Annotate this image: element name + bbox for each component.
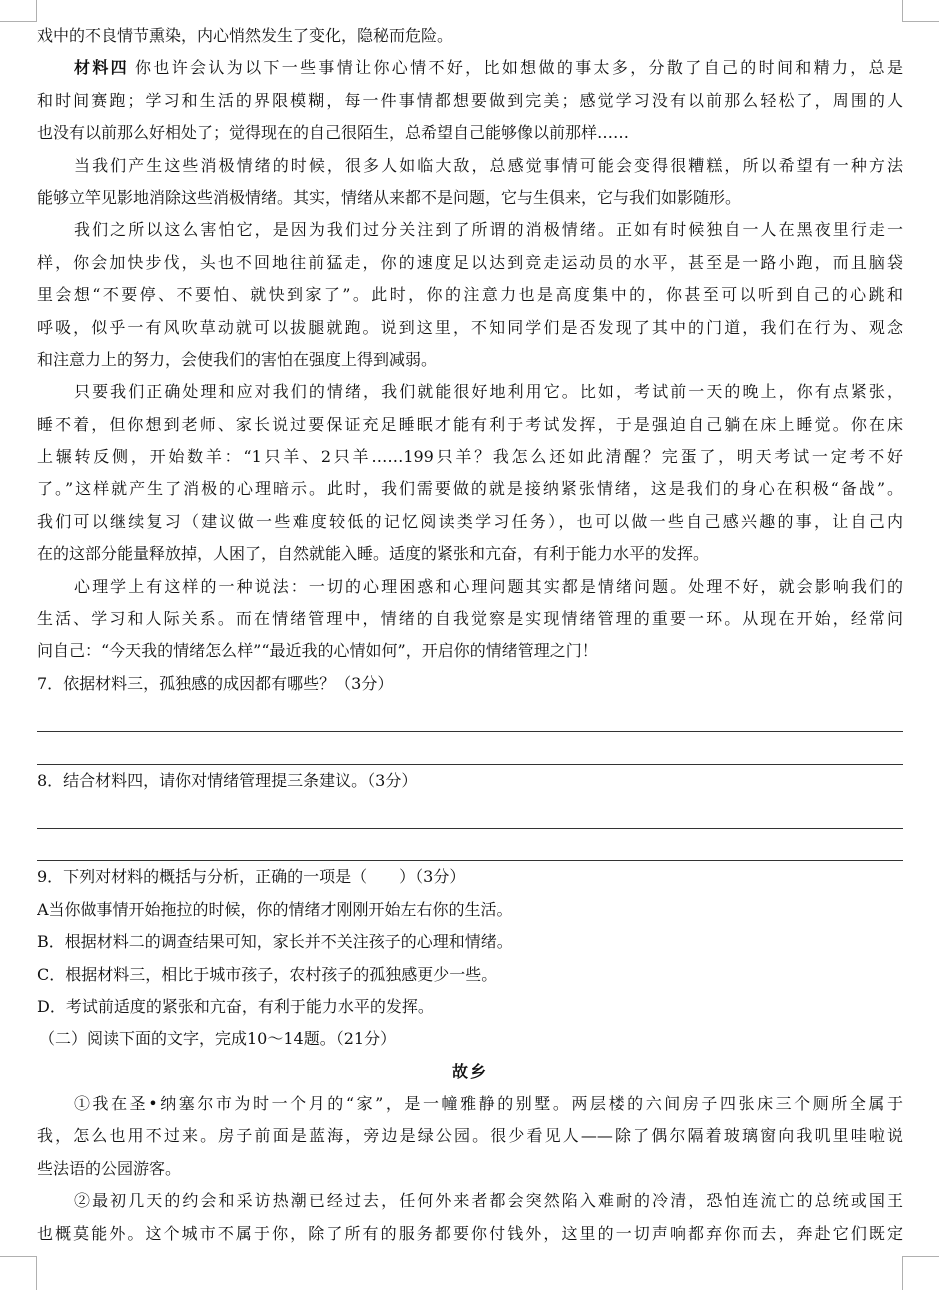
paragraph-line: 也概莫能外。这个城市不属于你，除了所有的服务都要你付钱外，这里的一切声响都弃你而去，奔赴它们既定	[37, 1223, 903, 1243]
question-8: 8．结合材料四，请你对情绪管理提三条建议。（3分）	[37, 770, 418, 790]
answer-line-q8-1[interactable]	[37, 797, 903, 829]
crop-mark-bottom-left-h	[0, 1256, 37, 1257]
answer-line-q7-1[interactable]	[37, 700, 903, 732]
option-b[interactable]: B．根据材料二的调查结果可知，家长并不关注孩子的心理和情绪。	[37, 932, 513, 952]
option-d[interactable]: D．考试前适度的紧张和亢奋，有利于能力水平的发挥。	[37, 996, 434, 1016]
continued-line: 戏中的不良情节熏染，内心悄然发生了变化，隐秘而危险。	[37, 26, 454, 45]
paragraph-line: 能够立竿见影地消除这些消极情绪。其实，情绪从来都不是问题，它与生俱来，它与我们如影随形。	[37, 187, 742, 207]
paragraph-line: 心理学上有这样的一种说法：一切的心理困惑和心理问题其实都是情绪问题。处理不好，就会影响我们的	[74, 576, 903, 596]
paragraph-line: 我们之所以这么害怕它，是因为我们过分关注到了所谓的消极情绪。正如有时候独自一人在黑夜里行走一	[74, 220, 903, 240]
paragraph	[37, 150, 903, 215]
crop-mark-bottom-right-h	[902, 1256, 939, 1257]
answer-line-q7-2[interactable]	[37, 732, 903, 764]
paragraph-line: 上辗转反侧，开始数羊：“1只羊、2只羊……199只羊？我怎么还如此清醒？完蛋了，明天考试一定考不好	[37, 447, 903, 467]
paragraph-line: 只要我们正确处理和应对我们的情绪，我们就能很好地利用它。比如，考试前一天的晚上，你有点紧张，	[74, 382, 903, 402]
material-label: 材料四	[74, 58, 130, 78]
paragraph-line: 当我们产生这些消极情绪的时候，很多人如临大敌，总感觉事情可能会变得很糟糕，所以希望有一种方法	[74, 155, 903, 175]
paragraph-line: 问自己：“今天我的情绪怎么样”“最近我的心情如何”，开启你的情绪管理之门！	[37, 641, 598, 661]
paragraph-line: 睡不着，但你想到老师、家长说过要保证充足睡眠才能有利于考试发挥，于是强迫自己躺在床上睡觉。你在床	[37, 414, 903, 434]
paragraph-line: 些法语的公园游客。	[37, 1158, 182, 1178]
paragraph-line: 呼吸，似乎一有风吹草动就可以拔腿就跑。说到这里，不知同学们是否发现了其中的门道，我们在行为、观念	[37, 317, 903, 337]
paragraph-line: 在的这部分能量释放掉，人困了，自然就能入睡。适度的紧张和亢奋，有利于能力水平的发挥。	[37, 544, 710, 564]
paragraph	[37, 571, 903, 668]
story-paragraph	[37, 1185, 903, 1250]
question-9: 9．下列对材料的概括与分析，正确的一项是（ ）（3分）	[37, 867, 466, 887]
answer-line-q8-2[interactable]	[37, 829, 903, 861]
option-a[interactable]: A当你做事情开始拖拉的时候，你的情绪才刚刚开始左右你的生活。	[37, 899, 513, 919]
paragraph-line: 也没有以前那么好相处了；觉得现在的自己很陌生，总希望自己能够像以前那样……	[37, 123, 630, 143]
option-c[interactable]: C．根据材料三，相比于城市孩子，农村孩子的孤独感更少一些。	[37, 964, 498, 984]
paragraph	[37, 214, 903, 376]
story-title: 故乡	[451, 1061, 488, 1081]
paragraph-line: ①我在圣•纳塞尔市为时一个月的“家”，是一幢雅静的别墅。两层楼的六间房子四张床三个厕所全属于	[74, 1094, 903, 1114]
paragraph-line: 生活、学习和人际关系。而在情绪管理中，情绪的自我觉察是实现情绪管理的重要一环。从现在开始，经常问	[37, 609, 903, 629]
paragraph-line: 和注意力上的努力，会使我们的害怕在强度上得到减弱。	[37, 349, 438, 369]
paragraph-line: 和时间赛跑；学习和生活的界限模糊，每一件事情都想要做到完美；感觉学习没有以前那么轻松了，周围的人	[37, 90, 903, 110]
paragraph	[37, 376, 903, 570]
document-page	[37, 20, 903, 1250]
crop-mark-bottom-left-v	[36, 1256, 37, 1290]
crop-mark-top-left-h	[0, 21, 37, 22]
crop-mark-top-right-v	[902, 0, 903, 22]
material-four	[37, 52, 903, 149]
paragraph-line: 我们可以继续复习（建议做一些难度较低的记忆阅读类学习任务），也可以做一些自己感兴趣的事，让自己内	[37, 511, 903, 531]
paragraph-line: 材料四 你也许会认为以下一些事情让你心情不好，比如想做的事太多，分散了自己的时间和精力，总是	[74, 58, 903, 78]
story-paragraph	[37, 1088, 903, 1185]
crop-mark-top-left-v	[36, 0, 37, 22]
paragraph-line: 里会想“不要停、不要怕、就快到家了”。此时，你的注意力也是高度集中的，你甚至可以听到自己的心跳和	[37, 285, 903, 305]
crop-mark-bottom-right-v	[902, 1256, 903, 1290]
paragraph-line: 样，你会加快步伐，头也不回地往前猛走，你的速度足以达到竞走运动员的水平，甚至是一路小跑，而且脑袋	[37, 252, 903, 272]
paragraph-line: 了。”这样就产生了消极的心理暗示。此时，我们需要做的就是接纳紧张情绪，这是我们的身心在积极“备战”。	[37, 479, 903, 499]
paragraph-line: 我，怎么也用不过来。房子前面是蓝海，旁边是绿公园。很少看见人——除了偶尔隔着玻璃窗向我叽里哇啦说	[37, 1126, 903, 1146]
paragraph-line: ②最初几天的约会和采访热潮已经过去，任何外来者都会突然陷入难耐的冷清，恐怕连流亡的总统或国王	[74, 1191, 903, 1211]
crop-mark-top-right-h	[902, 21, 939, 22]
question-7: 7．依据材料三，孤独感的成因都有哪些？（3分）	[37, 673, 394, 693]
section-heading: （二）阅读下面的文字，完成10～14题。（21分）	[39, 1029, 397, 1049]
